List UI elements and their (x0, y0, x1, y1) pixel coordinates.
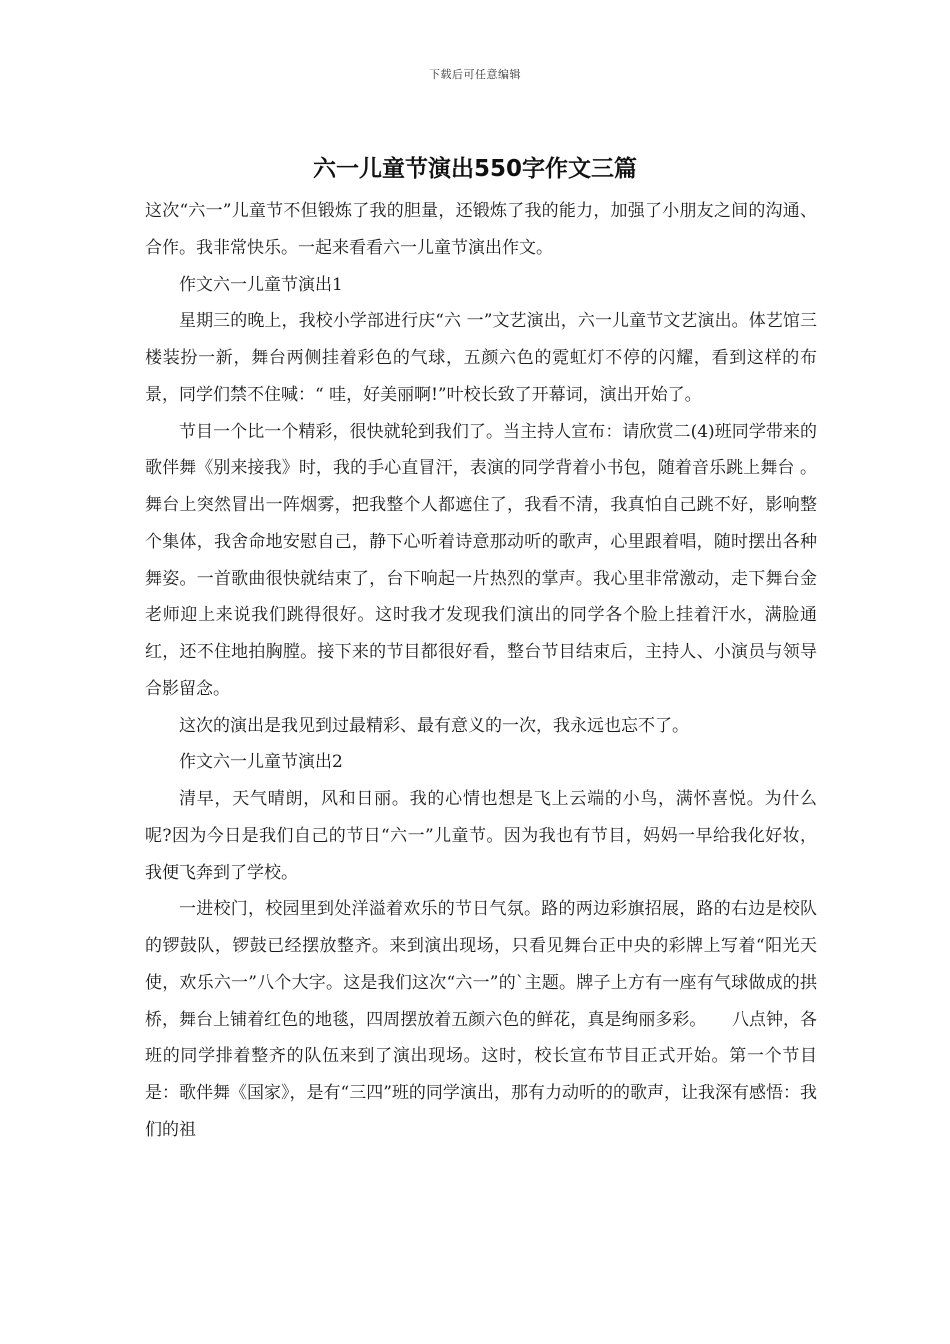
header-note: 下载后可任意编辑 (429, 68, 521, 81)
section-heading-1: 作文六一儿童节演出1 (179, 274, 343, 295)
body-paragraph: 一进校门，校园里到处洋溢着欢乐的节日气氛。路的两边彩旗招展，路的右边是校队的锣鼓队，锣鼓已经摆放整齐。来到演出现场，只看见舞台正中央的彩牌上写着“阳光天使，欢乐六一”八个大字。这是我们这次“六一”的`主题。牌子上方有一座有气球做成的拱桥，舞台上铺着红色的地毯，四周摆放着五颜六色的鲜花，真是绚丽多彩。 八点钟，各班的同学排着整齐的队伍来到了演出现场。这时，校长宣布节目正式开始。第一个节目是：歌伴舞《国家》，是有“三四”班的同学演出，那有力动听的的歌声，让我深有感悟：我们的祖 (145, 899, 817, 1140)
body-paragraph: 星期三的晚上，我校小学部进行庆“六 一”文艺演出，六一儿童节文艺演出。体艺馆三楼装扮一新，舞台两侧挂着彩色的气球，五颜六色的霓虹灯不停的闪耀，看到这样的布景，同学们禁不住喊：“ 哇，好美丽啊!”叶校长致了开幕词，演出开始了。 (145, 311, 817, 405)
body-paragraph: 节目一个比一个精彩，很快就轮到我们了。当主持人宣布：请欣赏二(4)班同学带来的歌伴舞《别来接我》时，我的手心直冒汗，表演的同学背着小书包，随着音乐跳上舞台 。舞台上突然冒出一阵烟雾，把我整个人都遮住了，我看不清，我真怕自己跳不好，影响整个集体，我舍命地安慰自己，静下心听着诗意那动听的歌声，心里跟着唱，随时摆出各种舞姿。一首歌曲很快就结束了，台下响起一片热烈的掌声。我心里非常激动，走下舞台金老师迎上来说我们跳得很好。这时我才发现我们演出的同学各个脸上挂着汗水，满脸通红，还不住地拍胸膛。接下来的节目都很好看，整台节目结束后，主持人、小演员与领导合影留念。 (145, 421, 817, 699)
document-title: 六一儿童节演出550字作文三篇 (312, 156, 637, 182)
section-heading-2: 作文六一儿童节演出2 (179, 752, 343, 773)
body-paragraph: 这次的演出是我见到过最精彩、最有意义的一次，我永远也忘不了。 (179, 715, 689, 736)
document-body (145, 193, 817, 1149)
intro-paragraph: 这次“六一”儿童节不但锻炼了我的胆量，还锻炼了我的能力，加强了小朋友之间的沟通、合作。我非常快乐。一起来看看六一儿童节演出作文。 (145, 201, 817, 258)
body-paragraph: 清早，天气晴朗，风和日丽。我的心情也想是飞上云端的小鸟，满怀喜悦。为什么呢?因为今日是我们自己的节日“六一”儿童节。因为我也有节目，妈妈一早给我化好妆，我便飞奔到了学校。 (145, 789, 817, 883)
